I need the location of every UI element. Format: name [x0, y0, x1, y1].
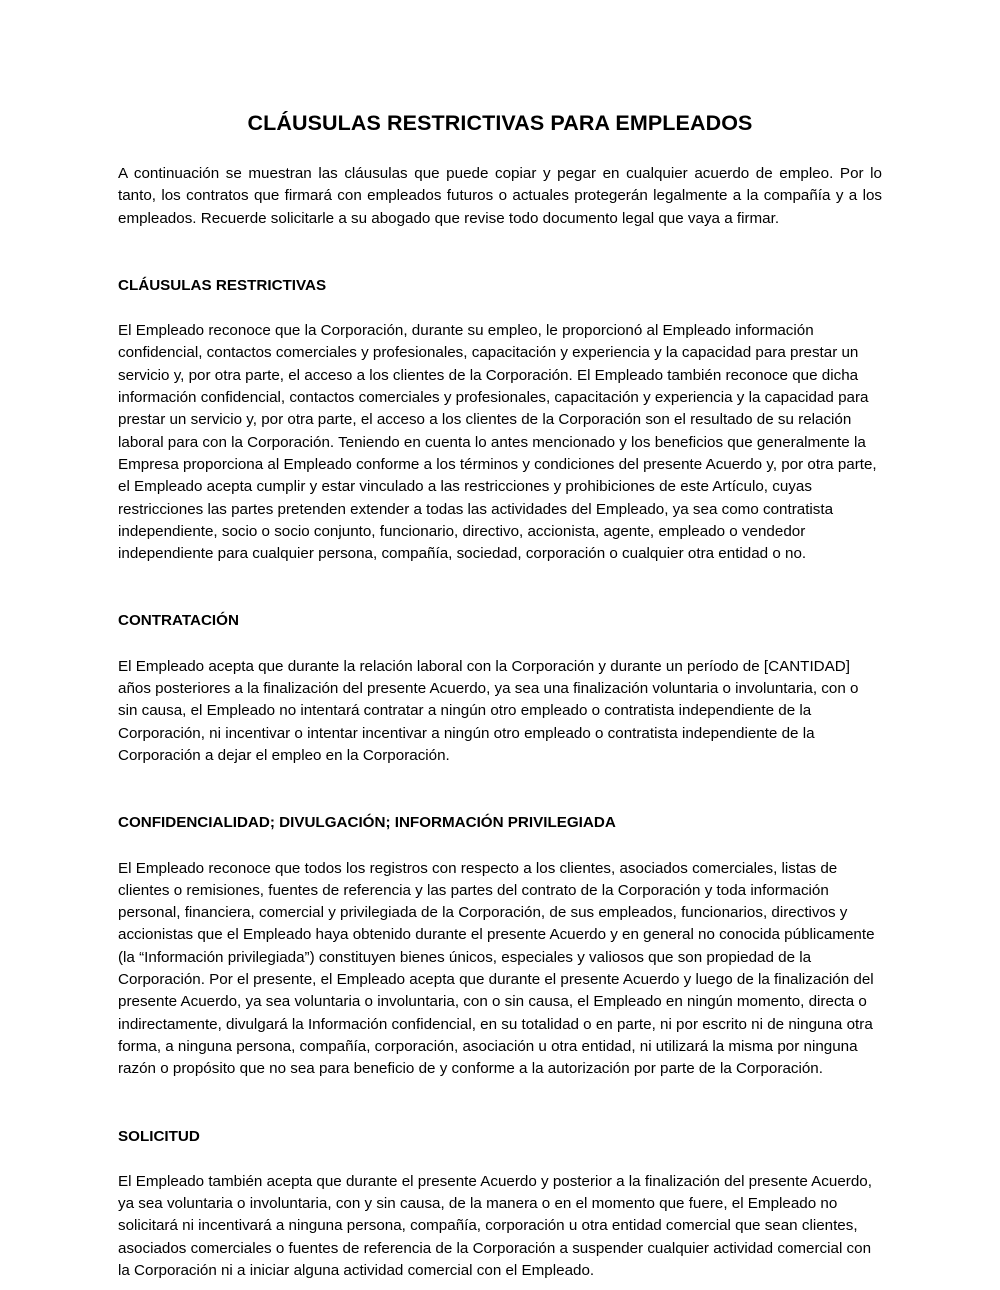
- intro-paragraph: A continuación se muestran las cláusulas que puede copiar y pegar en cualquier acuerdo de empleo. Por lo tanto, los contratos que firmará con empleados futuros o actuales protegerán legalmente a la compañía y a los empleados. Recuerde solicitarle a su abogado que revise todo documento legal que vaya a firmar.: [118, 165, 882, 227]
- section-heading: CONFIDENCIALIDAD; DIVULGACIÓN; INFORMACIÓN PRIVILEGIADA: [118, 814, 616, 832]
- section-paragraph: El Empleado reconoce que la Corporación, durante su empleo, le proporcionó al Empleado información confidencial, contactos comerciales y profesionales, capacitación y experiencia y la capacidad para prestar un servicio y, por otra parte, el acceso a los clientes de la Corporación. El Empleado también reconoce que dicha información confidencial, contactos comerciales y profesionales, capacitación y experiencia y la capacidad para prestar un servicio y, por otra parte, el acceso a los clientes de la Corporación son el resultado de su relación laboral para con la Corporación. Teniendo en cuenta lo antes mencionado y los beneficios que generalmente la Empresa proporciona al Empleado conforme a los términos y condiciones del presente Acuerdo y, por otra parte, el Empleado acepta cumplir y estar vinculado a las restricciones y prohibiciones de este Artículo, cuyas restricciones las partes pretenden extender a todas las actividades del Empleado, ya sea como contratista independiente, socio o socio conjunto, funcionario, directivo, accionista, agente, empleado o vendedor independiente para cualquier persona, compañía, sociedad, corporación o cualquier otra entidad o no.: [118, 322, 877, 563]
- section-paragraph: El Empleado también acepta que durante el presente Acuerdo y posterior a la finalización del presente Acuerdo, ya sea voluntaria o involuntaria, con y sin causa, de la manera o en el momento que fuere, el Empleado no solicitará ni incentivará a ninguna persona, compañía, corporación u otra entidad comercial que sean clientes, asociados comerciales o fuentes de referencia de la Corporación a suspender cualquier actividad comercial con la Corporación ni a iniciar alguna actividad comercial con el Empleado.: [118, 1172, 872, 1279]
- section-heading: SOLICITUD: [118, 1127, 200, 1145]
- section-solicitud: [118, 1126, 882, 1283]
- section-paragraph: El Empleado acepta que durante la relación laboral con la Corporación y durante un período de [CANTIDAD] años posteriores a la finalización del presente Acuerdo, ya sea una finalización voluntaria o involuntaria, con o sin causa, el Empleado no intentará contratar a ningún otro empleado o contratista independiente de la Corporación, ni incentivar o intentar incentivar a ningún otro empleado o contratista independiente de la Corporación a dejar el empleo en la Corporación.: [118, 657, 859, 764]
- section-paragraph: El Empleado reconoce que todos los registros con respecto a los clientes, asociados comerciales, listas de clientes o remisiones, fuentes de referencia y las partes del contrato de la Corporación y toda información personal, financiera, comercial y privilegiada de la Corporación, de sus empleados, funcionarios, directivos y accionistas que el Empleado haya obtenido durante el presente Acuerdo y en general no conocida públicamente (la “Información privilegiada”) constituyen bienes únicos, especiales y valiosos que son propiedad de la Corporación. Por el presente, el Empleado acepta que durante el presente Acuerdo y luego de la finalización del presente Acuerdo, ya sea voluntaria o involuntaria, con o sin causa, el Empleado en ningún momento, directa o indirectamente, divulgará la Información confidencial, en su totalidad o en parte, ni por escrito ni de ninguna otra forma, a ninguna persona, compañía, corporación, asociación u otra entidad, ni utilizará la misma por ninguna razón o propósito que no sea para beneficio de y conforme a la autorización por parte de la Corporación.: [118, 859, 875, 1078]
- section-confidencialidad: [118, 812, 882, 1080]
- section-clausulas-restrictivas: [118, 275, 882, 566]
- section-contratacion: [118, 610, 882, 767]
- page-title: CLÁUSULAS RESTRICTIVAS PARA EMPLEADOS: [247, 111, 753, 135]
- section-heading: CLÁUSULAS RESTRICTIVAS: [118, 276, 327, 294]
- section-heading: CONTRATACIÓN: [118, 612, 239, 630]
- document-body: [118, 110, 882, 1282]
